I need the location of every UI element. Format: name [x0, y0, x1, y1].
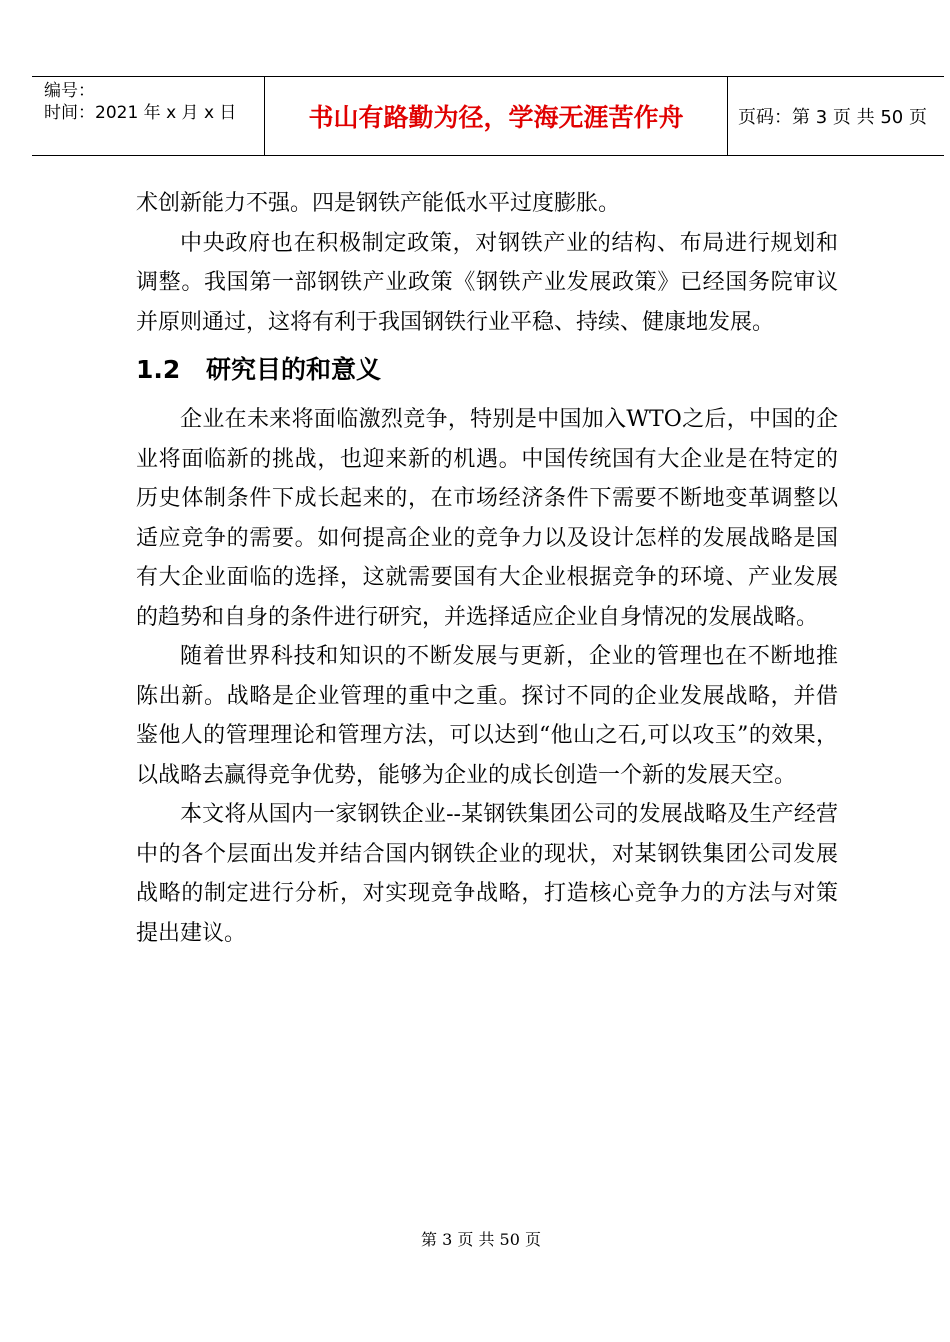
document-body — [136, 184, 838, 953]
doc-id-label: 编号： — [44, 81, 95, 101]
doc-time-label: 时间：2021 年 x 月 x 日 — [44, 103, 237, 123]
header-page-info: 页码：第 3 页 共 50 页 — [738, 107, 927, 128]
header-motto: 书山有路勤为径，学海无涯苦作舟 — [308, 103, 684, 132]
paragraph: 本文将从国内一家钢铁企业--某钢铁集团公司的发展战略及生产经营中的各个层面出发并结合国内钢铁企业的现状，对某钢铁集团公司发展战略的制定进行分析，对实现竞争战略，打造核心竞争力的方法与对策提出建议。 — [136, 802, 838, 946]
section-heading — [136, 348, 838, 392]
page-header — [32, 76, 944, 156]
section-title: 研究目的和意义 — [206, 355, 382, 384]
header-meta-cell — [32, 77, 264, 155]
paragraph-continued: 术创新能力不强。四是钢铁产能低水平过度膨胀。 — [136, 191, 621, 216]
page-footer: 第 3 页 共 50 页 — [421, 1230, 541, 1249]
paragraph: 中央政府也在积极制定政策，对钢铁产业的结构、布局进行规划和调整。我国第一部钢铁产业政策《钢铁产业发展政策》已经国务院审议并原则通过，这将有利于我国钢铁行业平稳、持续、健康地发展。 — [136, 230, 838, 335]
paragraph: 随着世界科技和知识的不断发展与更新，企业的管理也在不断地推陈出新。战略是企业管理的重中之重。探讨不同的企业发展战略，并借鉴他人的管理理论和管理方法，可以达到“他山之石,可以攻玉”的效果，以战略去赢得竞争优势，能够为企业的成长创造一个新的发展天空。 — [136, 644, 838, 788]
paragraph: 企业在未来将面临激烈竞争，特别是中国加入WTO之后，中国的企业将面临新的挑战，也迎来新的机遇。中国传统国有大企业是在特定的历史体制条件下成长起来的，在市场经济条件下需要不断地变革调整以适应竞争的需要。如何提高企业的竞争力以及设计怎样的发展战略是国有大企业面临的选择，这就需要国有大企业根据竞争的环境、产业发展的趋势和自身的条件进行研究，并选择适应企业自身情况的发展战略。 — [136, 407, 838, 630]
section-number: 1.2 — [136, 355, 181, 384]
header-motto-cell — [264, 77, 728, 155]
header-page-cell — [728, 77, 944, 155]
